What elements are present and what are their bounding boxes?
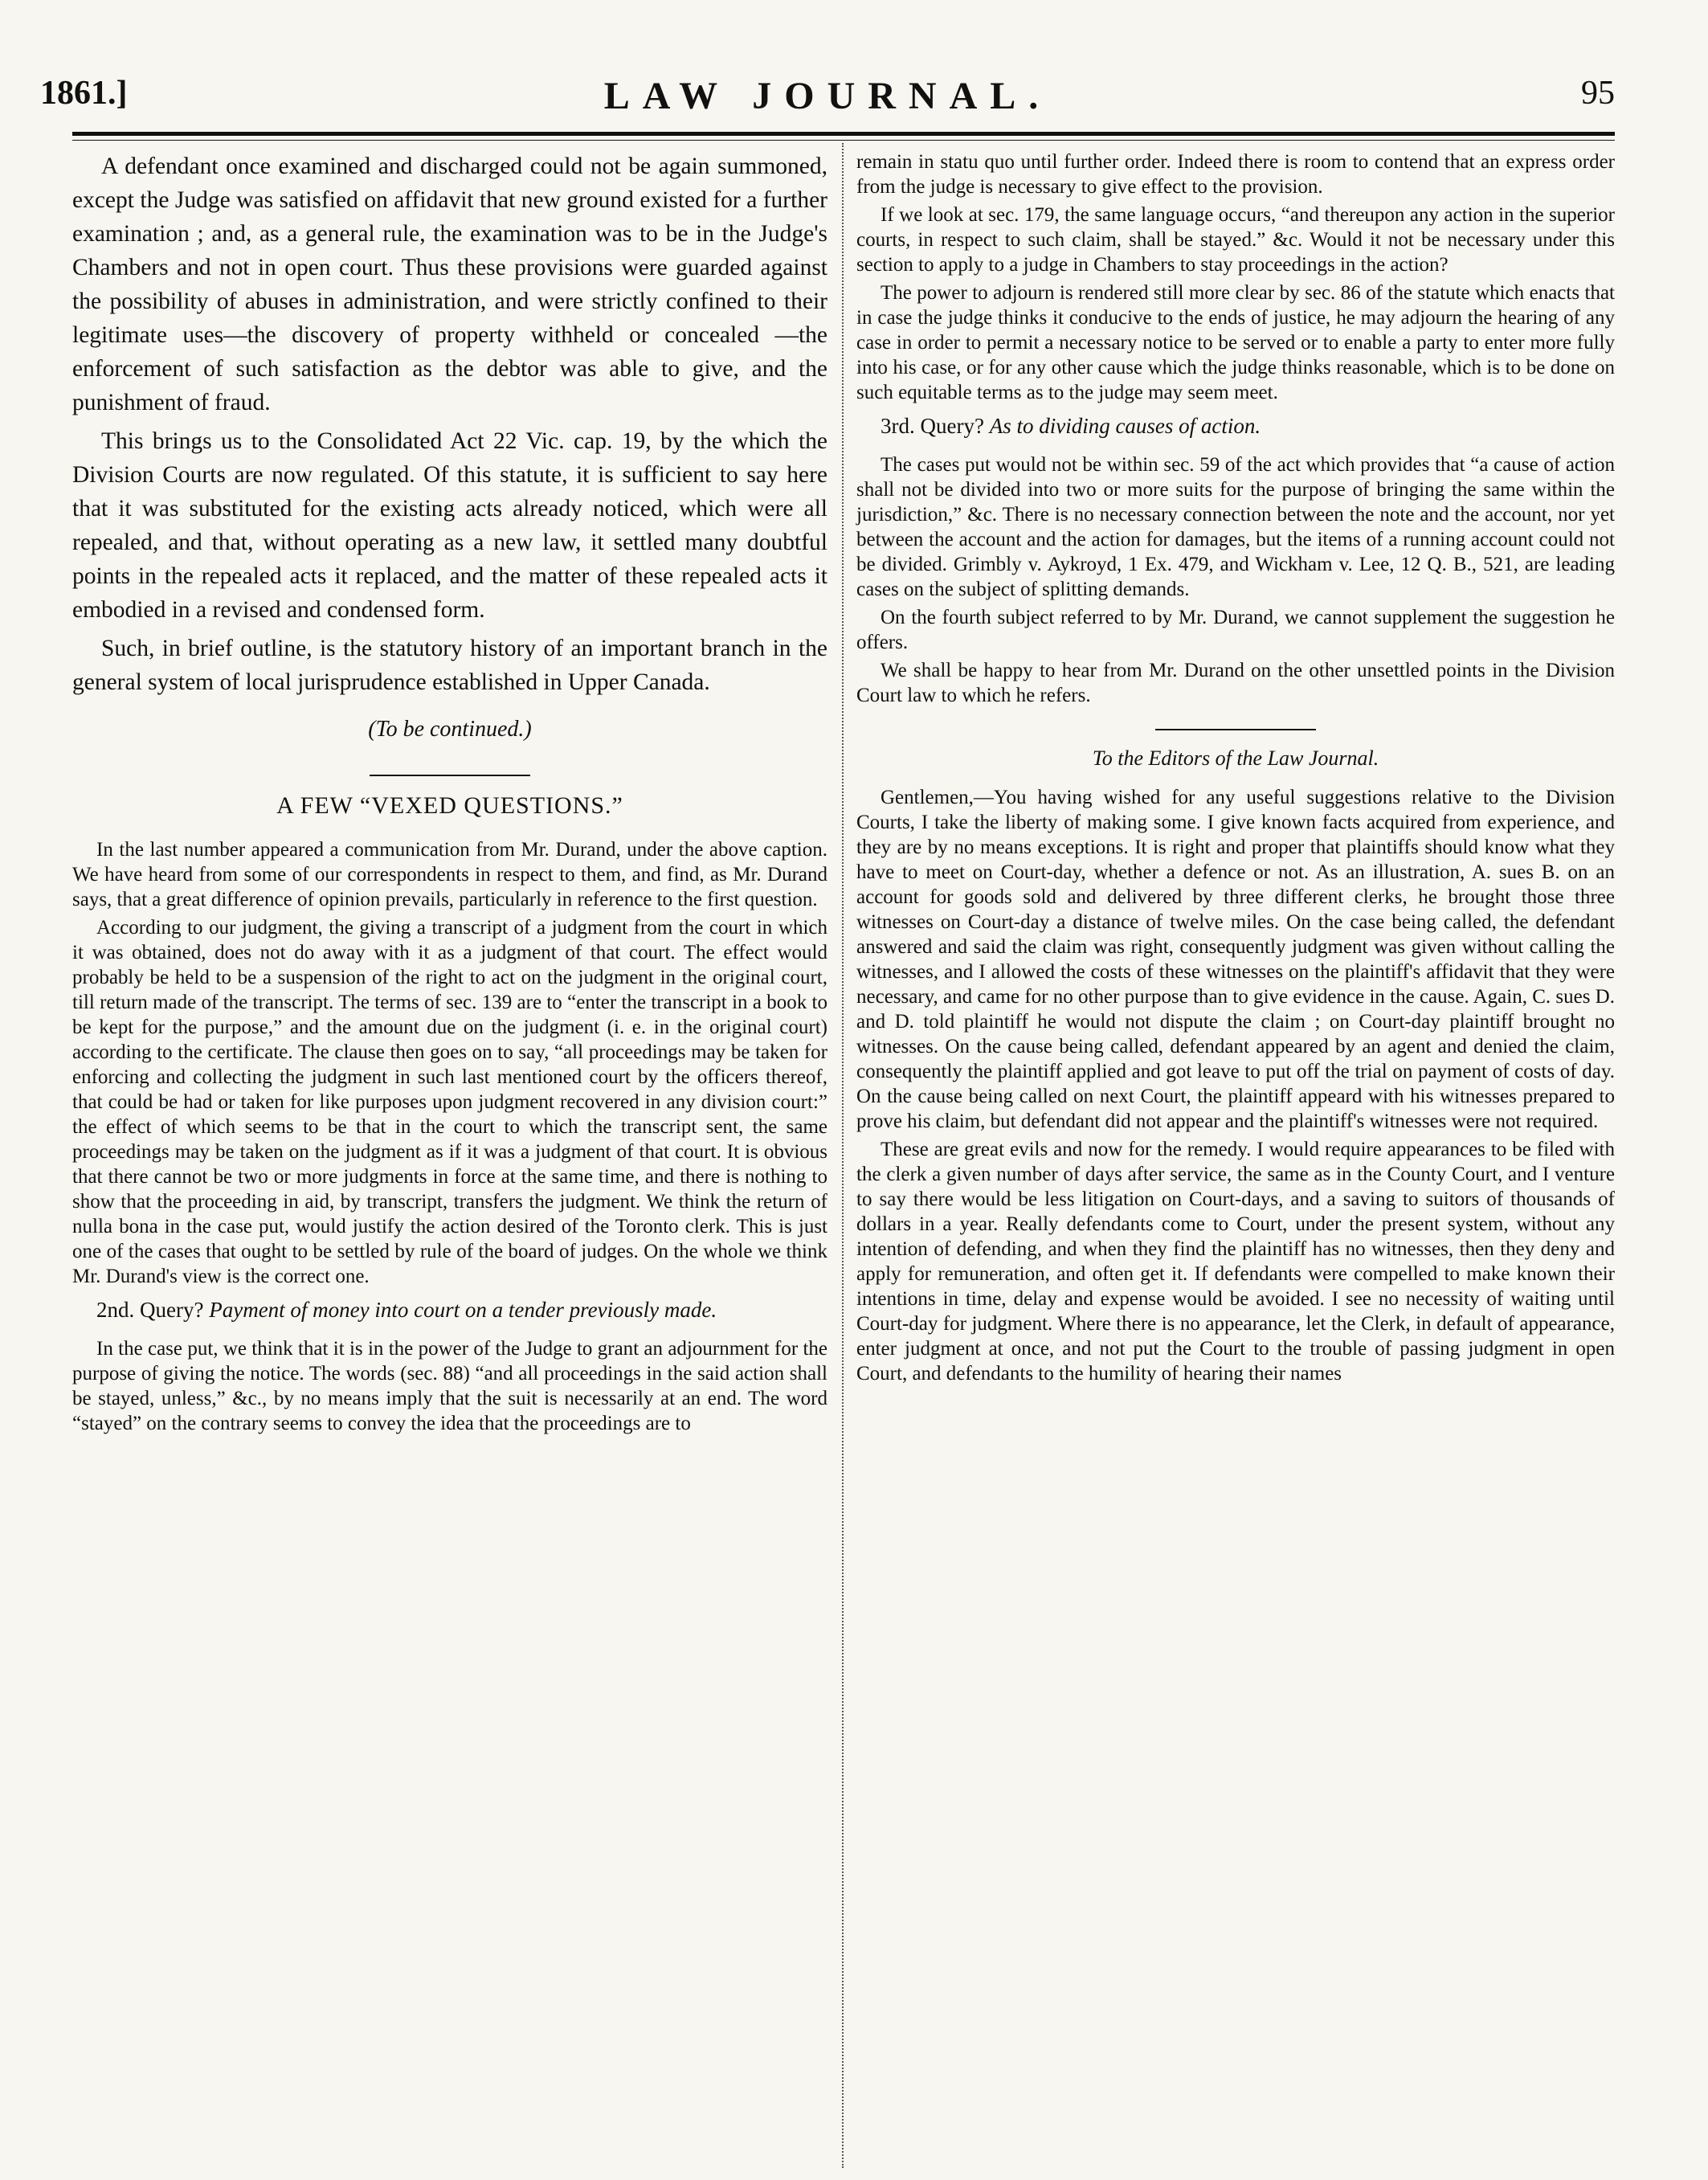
history-article-end [72,149,827,699]
header-rule [72,132,1615,136]
paragraph: The cases put would not be within sec. 59 of the act which provides that “a cause of action shall not be divided into two or more suits for the purpose of bringing the same within the jurisdiction,” &c. There is no necessary connection between the note and the account, nor yet between the account and the action for damages, but the items of a running account could not be divided. Grimbly v. Aykroyd, 1 Ex. 479, and Wickham v. Lee, 12 Q. B., 521, are leading cases on the subject of splitting demands. [856,454,1615,600]
vexed-questions-continued [856,149,1615,708]
paragraph: These are great evils and now for the remedy. I would require appearances to be filed with the clerk a given number of days after service, the same as in the County Court, and I venture to say there would be less litigation on Court-days, and a saving to suitors of thousands of dollars in a year. Really defendants come to Court, under the present system, without any intention of defending, and when they find the plaintiff has no witnesses, then they deny and apply for remuneration, and often get it. If defendants were compelled to make known their intentions in time, delay and expense would be avoided. I see no necessity of waiting until Court-day for judgment. Where there is no appearance, let the Clerk, in default of appearance, enter judgment at once, and not put the Court to the trouble of passing judgment in open Court, and defendants to the humility of hearing their names [856,1139,1615,1384]
header-rule-thin [72,140,1615,141]
header-year: 1861.] [40,75,128,112]
paragraph: Such, in brief outline, is the statutory history of an important branch in the general system of local jurisprudence established in Upper Canada. [72,636,827,695]
paragraph: The power to adjourn is rendered still more clear by sec. 86 of the statute which enacts that in case the judge thinks it conducive to the ends of justice, he may adjourn the hearing of any case in order to permit a necessary notice to be served or to enable a party to enter more fully into his case, or for any other cause which the judge thinks reasonable, which is to be done on such equitable terms as to the judge may seem meet. [856,282,1615,403]
letter-to-editors [856,785,1615,1386]
vexed-questions-article [72,837,827,1436]
section-rule [1155,729,1316,730]
query-title: Payment of money into court on a tender previously made. [209,1298,717,1322]
query-label: 3rd. Query? [881,414,984,438]
query-heading [72,1297,827,1323]
paragraph: We shall be happy to hear from Mr. Durand on the other unsettled points in the Division Court law to which he refers. [856,660,1615,706]
paragraph: A defendant once examined and discharged could not be again summoned, except the Judge was satisfied on affidavit that new ground existed for a further examination ; and, as a general rule, the examination was to be in the Judge's Chambers and not in open court. Thus these provisions were guarded against the possibility of abuses in administration, and were strictly confined to their legitimate uses—the discovery of property withheld or concealed —the enforcement of such satisfaction as the debtor was able to give, and the punishment of fraud. [72,153,827,415]
page-number: 95 [1581,75,1615,112]
paragraph: On the fourth subject referred to by Mr. Durand, we cannot supplement the suggestion he offers. [856,607,1615,653]
paragraph: This brings us to the Consolidated Act 22 Vic. cap. 19, by the which the Division Courts are now regulated. Of this statute, it is sufficient to say here that it was substituted for the existing acts already noticed, which were all repealed, and that, without operating as a new law, it settled many doubtful points in the repealed acts it replaced, and the matter of these repealed acts it embodied in a revised and condensed form. [72,428,827,623]
journal-title: LAW JOURNAL. [603,75,1052,117]
left-column [72,149,827,1439]
paragraph: In the last number appeared a communication from Mr. Durand, under the above caption. We have heard from some of our correspondents in respect to them, and find, as Mr. Durand says, that a great difference of opinion prevails, particularly in reference to the first question. [72,839,827,910]
running-header [40,74,1615,130]
query-title: As to dividing causes of action. [989,414,1261,438]
column-divider [842,143,844,2168]
section-rule [370,775,530,776]
article-title: A FEW “VEXED QUESTIONS.” [276,792,623,819]
paragraph: remain in statu quo until further order. Indeed there is room to contend that an express order from the judge is necessary to give effect to the provision. [856,151,1615,198]
letter-heading: To the Editors of the Law Journal. [1092,746,1379,770]
paragraph: According to our judgment, the giving a transcript of a judgment from the court in which it was obtained, does not do away with it as a judgment of that court. The effect would probably be held to be a suspension of the right to act on the judgment in the original court, till return made of the transcript. The terms of sec. 139 are to “enter the transcript in a book to be kept for the purpose,” and the amount due on the judgment (i. e. in the original court) according to the certificate. The clause then goes on to say, “all proceedings may be taken for enforcing and collecting the judgment in such last mentioned court by the officers thereof, that could be had or taken for like purposes upon judgment recovered in any division court:” the effect of which seems to be that in the court to which the transcript sent, the same proceedings may be taken on the judgment as if it was a judgment of that court. It is obvious that there cannot be two or more judgments in force at the same time, and there is nothing to show that the proceeding in aid, by transcript, transfers the judgment. We think the return of nulla bona in the case put, would justify the action desired of the Toronto clerk. This is just one of the cases that ought to be settled by rule of the board of judges. On the whole we think Mr. Durand's view is the correct one. [72,917,827,1287]
paragraph: If we look at sec. 179, the same language occurs, “and thereupon any action in the superior courts, in respect to such claim, shall be stayed.” &c. Would it not be necessary under this section to apply to a judge in Chambers to stay proceedings in the action? [856,204,1615,276]
query-heading [856,413,1615,440]
right-column [856,149,1615,1389]
to-be-continued: (To be continued.) [368,717,532,742]
paragraph: Gentlemen,—You having wished for any useful suggestions relative to the Division Courts, I take the liberty of making some. I give known facts acquired from experience, and they are by no means exceptions. It is right and proper that plaintiffs should know what they have to meet on Court-day, whether a defence or not. As an illustration, A. sues B. on an account for goods sold and delivered by three different clerks, he brought those three witnesses on Court-day a distance of twelve miles. On the case being called, the defendant answered and said the claim was right, consequently judgment was given without calling the witnesses, and I allowed the costs of these witnesses on the plaintiff's affidavit that they were necessary, and came for no other purpose than to give evidence in the cause. Again, C. sues D. and D. told plaintiff he would not dispute the claim ; on Court-day plaintiff brought no witnesses. On the cause being called, defendant appeared by an agent and denied the claim, consequently the plaintiff applied and got leave to put off the trial on payment of costs of day. On the cause being called on next Court, the plaintiff appeard with his witnesses prepared to prove his claim, but defendant did not appear and the plaintiff's witnesses were not required. [856,787,1615,1132]
paragraph: In the case put, we think that it is in the power of the Judge to grant an adjournment for the purpose of giving the notice. The words (sec. 88) “and all proceedings in the said action shall be stayed, unless,” &c., by no means imply that the suit is necessarily at an end. The word “stayed” on the contrary seems to convey the idea that the proceedings are to [72,1338,827,1434]
query-label: 2nd. Query? [96,1298,204,1322]
